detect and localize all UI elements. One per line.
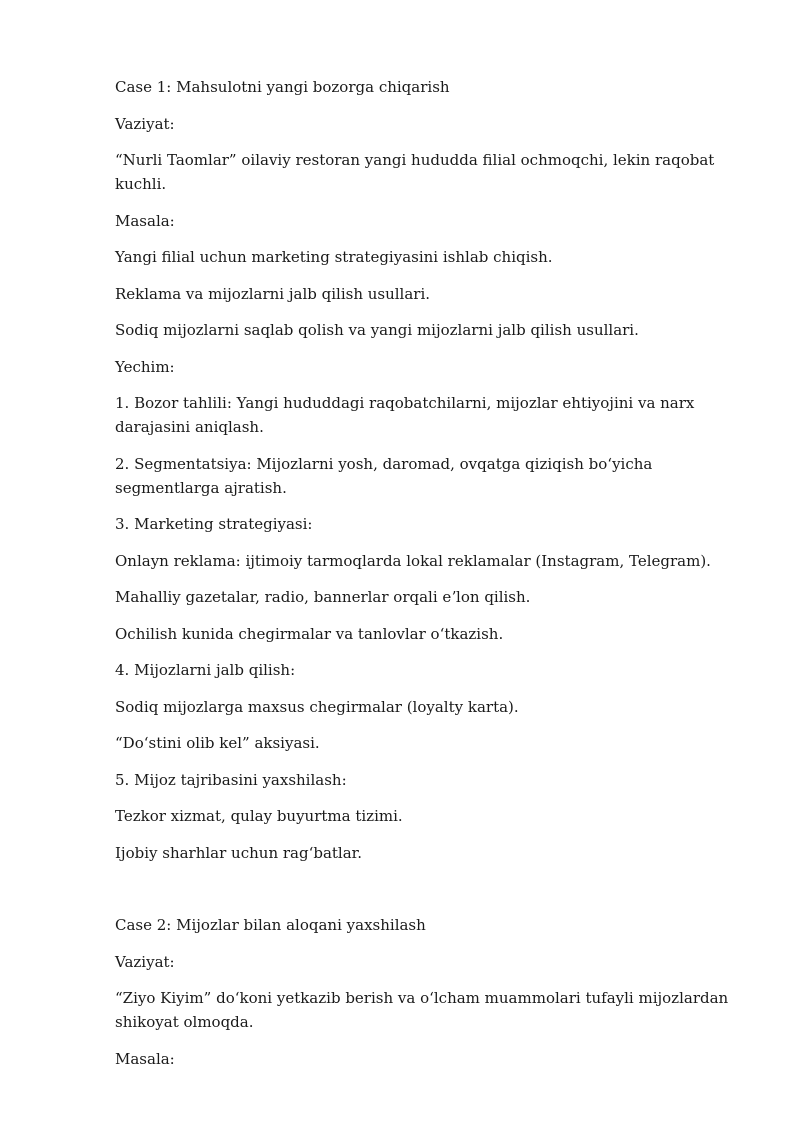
case1-solution-label: Yechim: [115, 357, 175, 376]
case2-situation-text: “Ziyo Kiyim” doʻkoni yetkazib berish va oʻlcham muammolari tufayli mijozlardan shikoyat olmoqda. [115, 989, 729, 1031]
case2-title: Case 2: Mijozlar bilan aloqani yaxshilash [115, 916, 426, 934]
case1-problem-item: Sodiq mijozlarni saqlab qolish va yangi mijozlarni jalb qilish usullari. [115, 321, 639, 339]
case1-step-3: 3. Marketing strategiyasi: [115, 515, 313, 533]
case1-step-4-item: “Doʻstini olib kel” aksiyasi. [115, 734, 320, 752]
section-spacer [115, 877, 740, 913]
case1-step-3-item: Mahalliy gazetalar, radio, bannerlar orqali eʼlon qilish. [115, 588, 531, 606]
case1-step-3-item: Onlayn reklama: ijtimoiy tarmoqlarda lokal reklamalar (Instagram, Telegram). [115, 551, 711, 570]
case1-step-5: 5. Mijoz tajribasini yaxshilash: [115, 770, 347, 789]
case2-problem-label: Masala: [115, 1049, 175, 1068]
case1-problem-item: Reklama va mijozlarni jalb qilish usullari. [115, 284, 431, 303]
case1-step-2: 2. Segmentatsiya: Mijozlarni yosh, daromad, ovqatga qiziqish boʻyicha segmentlarga ajratish. [115, 454, 653, 497]
case1-step-4-item: Sodiq mijozlarga maxsus chegirmalar (loyalty karta). [115, 697, 519, 716]
case1-step-4: 4. Mijozlarni jalb qilish: [115, 661, 296, 679]
case1-problem-item: Yangi filial uchun marketing strategiyasini ishlab chiqish. [115, 248, 553, 266]
case1-problem-label: Masala: [115, 211, 175, 230]
case1-step-5-item: Ijobiy sharhlar uchun ragʻbatlar. [115, 843, 362, 862]
document-page [115, 75, 740, 1083]
case1-step-5-item: Tezkor xizmat, qulay buyurtma tizimi. [115, 807, 403, 825]
case1-title: Case 1: Mahsulotni yangi bozorga chiqarish [115, 78, 450, 96]
case1-situation-label: Vaziyat: [115, 114, 175, 133]
case2-situation-label: Vaziyat: [115, 952, 175, 971]
case1-step-1: 1. Bozor tahlili: Yangi hududdagi raqobatchilarni, mijozlar ehtiyojini va narx darajasini aniqlash. [115, 394, 695, 436]
case1-step-3-item: Ochilish kunida chegirmalar va tanlovlar oʻtkazish. [115, 624, 504, 643]
case1-situation-text: “Nurli Taomlar” oilaviy restoran yangi hududda filial ochmoqchi, lekin raqobat kuchli. [115, 151, 715, 193]
